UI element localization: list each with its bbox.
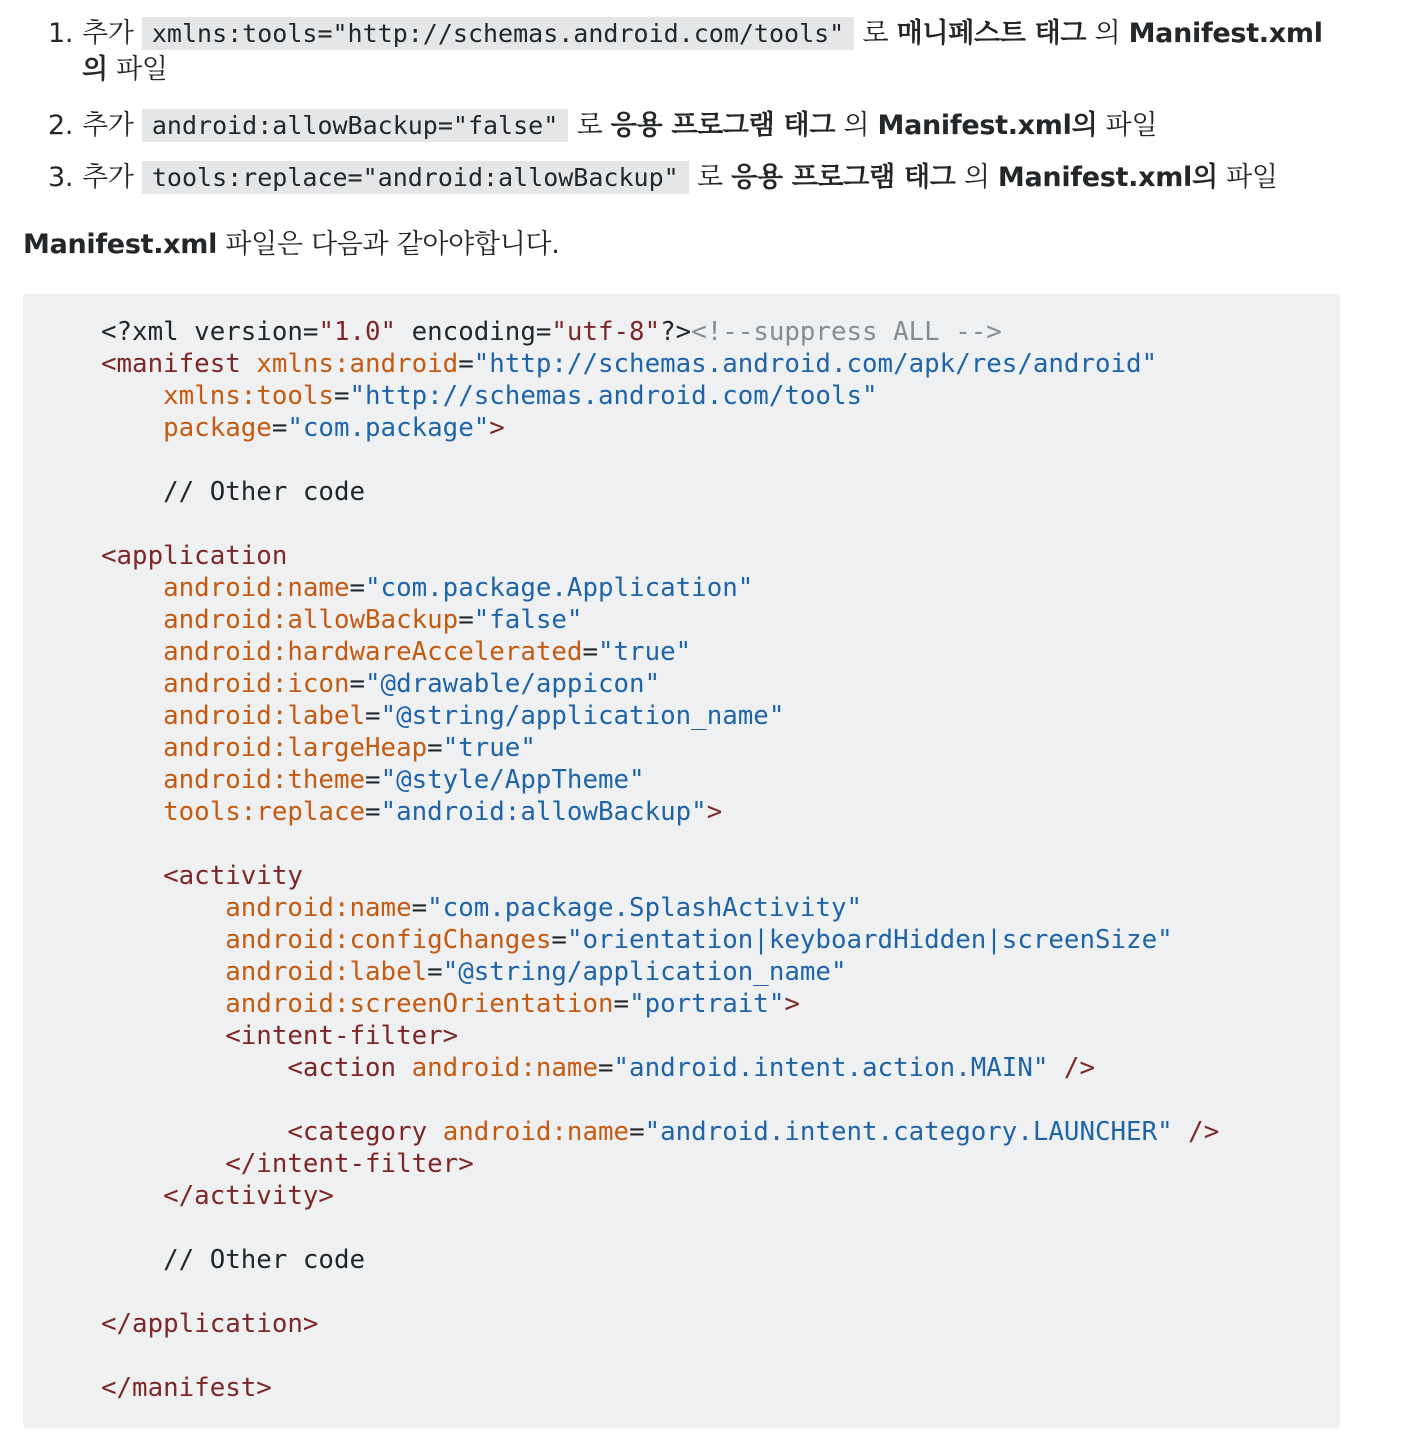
code-string: "utf-8"	[551, 317, 661, 347]
code-plain	[101, 381, 163, 411]
file-name-text: Manifest.xml의	[877, 110, 1098, 141]
code-attribute: android:icon	[163, 669, 350, 699]
code-plain: =	[613, 989, 630, 1019]
code-plain	[101, 925, 225, 955]
particle-text: 로	[576, 110, 603, 141]
code-value: "@drawable/appicon"	[365, 669, 661, 699]
code-line	[101, 349, 1157, 379]
code-tag: >	[489, 413, 505, 443]
code-tag: <action	[287, 1053, 412, 1083]
code-tag: </intent-filter>	[225, 1149, 474, 1179]
code-plain: ?>	[660, 317, 692, 347]
code-line	[101, 925, 1173, 955]
code-tag: />	[1172, 1117, 1220, 1147]
file-name-text: Manifest.xml	[23, 229, 218, 260]
code-tag: >	[706, 797, 723, 827]
code-tag: </manifest>	[101, 1373, 272, 1403]
code-plain	[101, 1181, 163, 1211]
code-plain: =	[629, 1117, 645, 1147]
code-block[interactable]	[23, 294, 1340, 1428]
code-plain	[101, 797, 163, 827]
code-attribute: android:hardwareAccelerated	[163, 637, 583, 667]
code-plain	[101, 989, 225, 1019]
inline-code: tools:replace="android:allowBackup"	[142, 161, 689, 194]
code-plain: =	[458, 349, 474, 379]
code-line	[101, 381, 878, 411]
code-plain	[101, 765, 163, 795]
code-comment: <!--suppress ALL -->	[691, 317, 1002, 347]
description-paragraph	[23, 227, 560, 263]
code-plain: =	[271, 413, 288, 443]
code-line	[101, 413, 505, 443]
inline-code: xmlns:tools="http://schemas.android.com/tools"	[142, 17, 854, 50]
code-attribute: xmlns:tools	[163, 381, 334, 411]
code-plain	[101, 669, 163, 699]
code-plain: =	[427, 957, 443, 987]
code-plain: // Other code	[101, 1245, 366, 1275]
code-plain: =	[582, 637, 598, 667]
file-name-text: Manifest.xml의	[997, 162, 1218, 193]
code-line	[101, 893, 862, 923]
code-plain: =	[365, 765, 381, 795]
code-value: "true"	[442, 733, 536, 763]
code-value: "android.intent.category.LAUNCHER"	[644, 1117, 1173, 1147]
code-plain: =	[458, 605, 474, 635]
code-tag: <activity	[163, 861, 303, 891]
code-attribute: android:label	[225, 957, 428, 987]
code-tag: <manifest	[101, 349, 257, 379]
list-item	[48, 108, 1348, 144]
code-line	[101, 1181, 334, 1211]
code-plain	[101, 1021, 225, 1051]
code-attribute: android:name	[163, 573, 350, 603]
code-line	[101, 765, 645, 795]
code-plain: =	[551, 925, 567, 955]
list-number: 1.	[48, 18, 74, 49]
code-plain	[101, 957, 225, 987]
file-word-text: 파일	[1105, 110, 1158, 141]
code-line	[101, 701, 784, 731]
target-tag-text: 응용 프로그램 태그	[610, 110, 836, 141]
verb-text: 추가	[82, 110, 134, 141]
code-attribute: xmlns:android	[256, 349, 459, 379]
code-value: "android.intent.action.MAIN"	[613, 1053, 1049, 1083]
code-attribute: android:screenOrientation	[225, 989, 614, 1019]
file-word-text: 파일	[116, 54, 168, 85]
code-tag: </activity>	[163, 1181, 334, 1211]
list-item	[48, 16, 1348, 88]
code-value: "false"	[473, 605, 583, 635]
verb-text: 추가	[82, 162, 134, 193]
verb-text: 추가	[82, 18, 134, 49]
code-tag: <intent-filter>	[225, 1021, 459, 1051]
code-line	[101, 669, 660, 699]
code-value: "true"	[598, 637, 692, 667]
code-plain: encoding=	[396, 317, 552, 347]
code-line	[101, 1117, 1219, 1147]
of-text: 의	[1094, 18, 1121, 49]
code-value: "http://schemas.android.com/tools"	[349, 381, 878, 411]
code-line	[101, 605, 582, 635]
code-attribute: android:theme	[163, 765, 366, 795]
particle-text: 로	[862, 18, 889, 49]
code-attribute: android:name	[442, 1117, 630, 1147]
code-plain	[101, 573, 163, 603]
code-line	[101, 317, 1002, 347]
code-line	[101, 1373, 272, 1403]
code-value: "com.package.SplashActivity"	[427, 893, 863, 923]
code-attribute: package	[163, 413, 272, 443]
code-plain	[101, 1117, 287, 1147]
code-line	[101, 541, 287, 571]
code-line	[101, 1053, 1095, 1083]
code-plain	[101, 413, 163, 443]
of-text: 의	[843, 110, 870, 141]
code-plain	[101, 861, 163, 891]
code-tag: />	[1048, 1053, 1095, 1083]
list-item	[48, 160, 1348, 196]
code-plain: =	[365, 797, 381, 827]
code-line	[101, 989, 800, 1019]
code-plain: =	[349, 573, 366, 603]
code-line	[101, 637, 691, 667]
code-plain: =	[349, 669, 366, 699]
code-value: "orientation|keyboardHidden|screenSize"	[566, 925, 1173, 955]
target-tag-text: 응용 프로그램 태그	[731, 162, 956, 193]
code-line	[101, 1245, 365, 1275]
code-value: "http://schemas.android.com/apk/res/android"	[473, 349, 1158, 379]
code-line	[101, 1309, 318, 1339]
code-tag: >	[784, 989, 800, 1019]
code-plain: // Other code	[101, 477, 366, 507]
code-line	[101, 1149, 474, 1179]
code-line	[101, 797, 722, 827]
file-name-text: Manifest.xml	[1128, 18, 1323, 49]
code-plain	[101, 637, 163, 667]
code-value: "@style/AppTheme"	[380, 765, 645, 795]
code-plain: =	[598, 1053, 614, 1083]
code-plain	[101, 701, 163, 731]
code-tag: <application	[101, 541, 288, 571]
list-number: 3.	[48, 162, 74, 193]
code-tag: </application>	[101, 1309, 319, 1339]
code-plain: =	[427, 733, 443, 763]
code-line	[101, 1021, 458, 1051]
code-attribute: android:largeHeap	[163, 733, 428, 763]
code-line	[101, 733, 536, 763]
code-value: "@string/application_name"	[380, 701, 785, 731]
code-attribute: android:label	[163, 701, 366, 731]
code-content[interactable]	[101, 316, 1219, 1404]
code-plain: <?xml version=	[101, 317, 319, 347]
code-plain	[101, 733, 163, 763]
file-suffix-text: 의	[82, 54, 108, 85]
code-plain	[101, 893, 225, 923]
code-plain: =	[411, 893, 428, 923]
code-plain: =	[333, 381, 350, 411]
code-plain: =	[365, 701, 381, 731]
inline-code: android:allowBackup="false"	[142, 109, 568, 142]
code-value: "portrait"	[629, 989, 785, 1019]
code-line	[101, 957, 847, 987]
code-plain	[101, 605, 163, 635]
code-attribute: tools:replace	[163, 797, 366, 827]
code-attribute: android:name	[225, 893, 412, 923]
code-line	[101, 477, 365, 507]
of-text: 의	[963, 162, 990, 193]
code-line	[101, 573, 753, 603]
particle-text: 로	[696, 162, 723, 193]
list-number: 2.	[48, 110, 74, 141]
code-string: "1.0"	[318, 317, 397, 347]
code-attribute: android:configChanges	[225, 925, 552, 955]
file-word-text: 파일	[1226, 162, 1278, 193]
code-tag: <category	[287, 1117, 443, 1147]
code-value: "android:allowBackup"	[380, 797, 707, 827]
code-attribute: android:name	[411, 1053, 598, 1083]
code-line	[101, 861, 303, 891]
code-plain	[101, 1149, 225, 1179]
target-tag-text: 매니페스트 태그	[896, 18, 1087, 49]
code-value: "@string/application_name"	[442, 957, 847, 987]
code-attribute: android:allowBackup	[163, 605, 459, 635]
paragraph-text: 파일은 다음과 같아야합니다.	[217, 229, 560, 260]
code-plain	[101, 1053, 287, 1083]
code-value: "com.package"	[287, 413, 490, 443]
code-value: "com.package.Application"	[365, 573, 754, 603]
